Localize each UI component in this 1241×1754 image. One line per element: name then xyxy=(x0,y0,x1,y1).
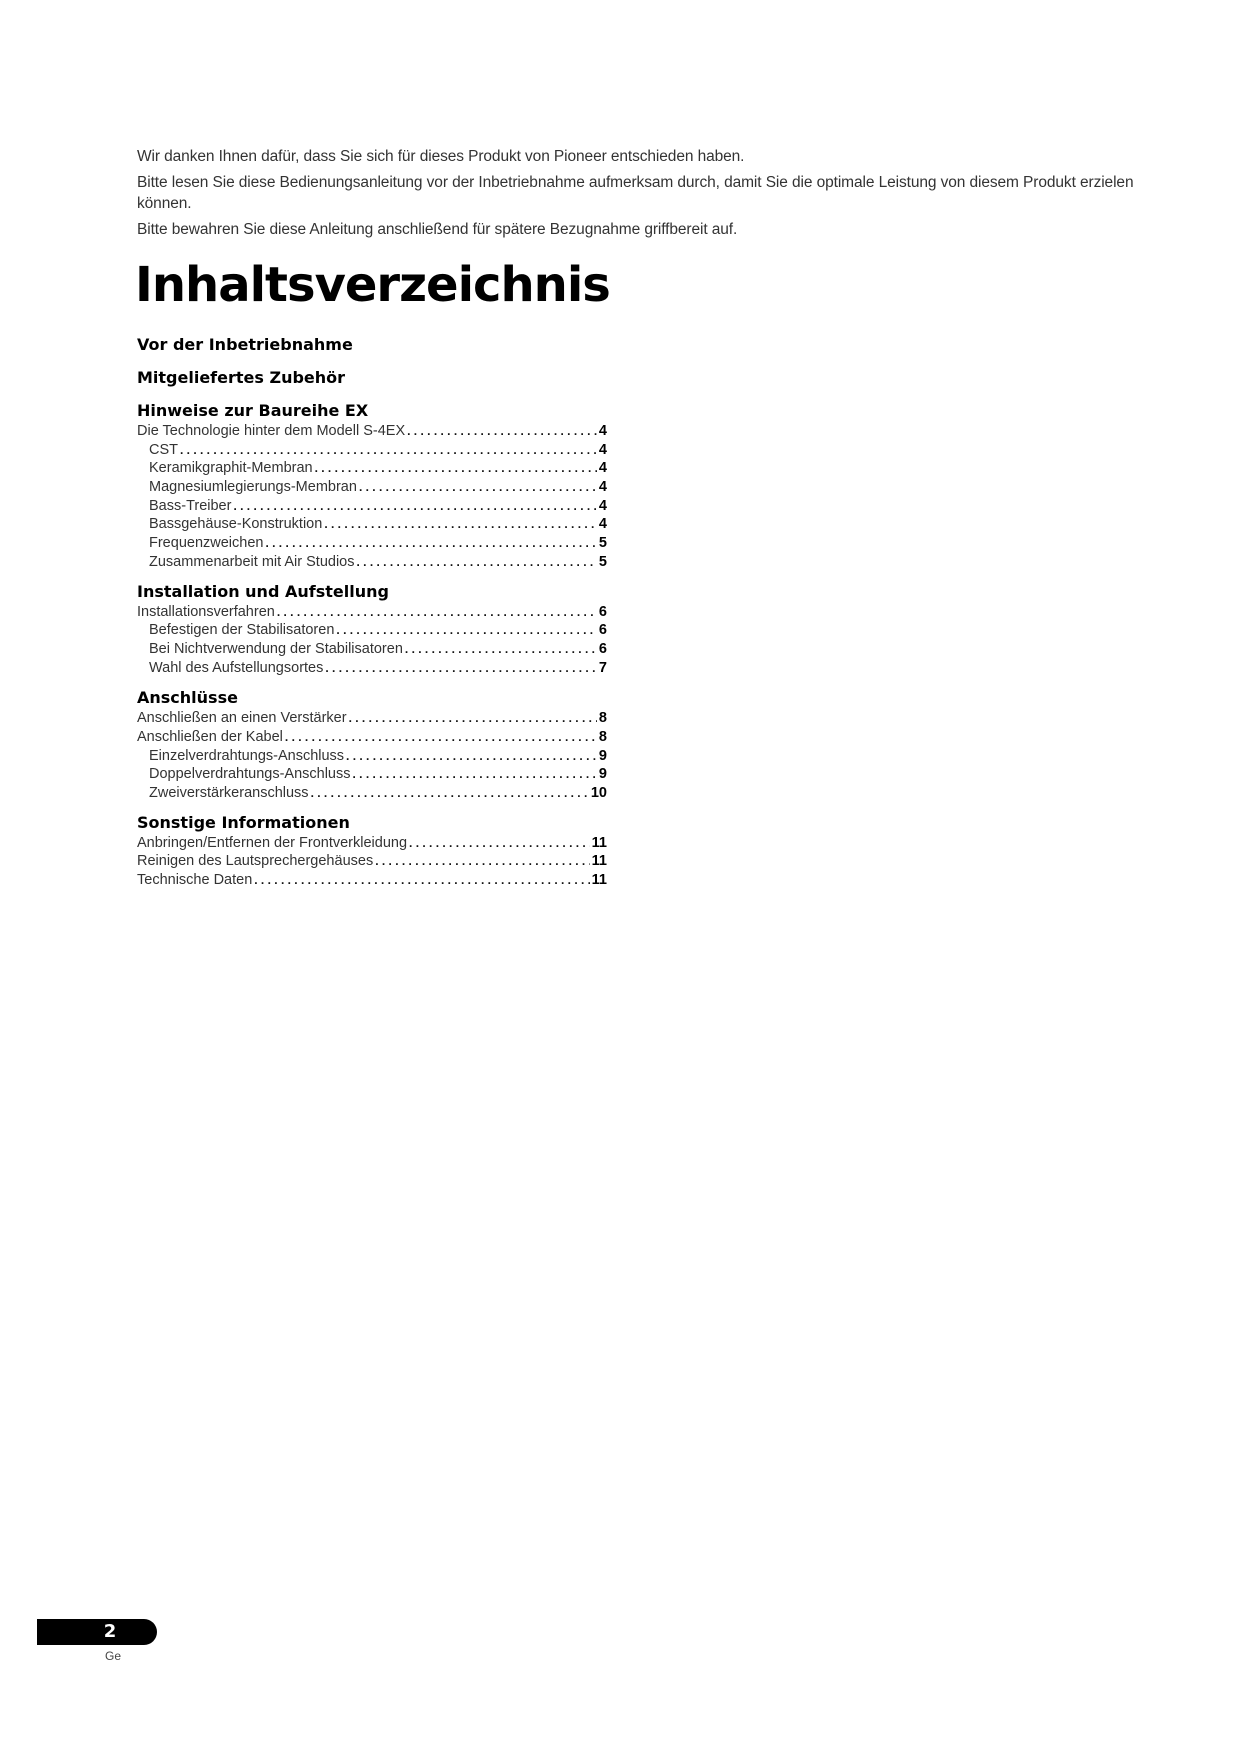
toc-dot-leader xyxy=(357,553,597,572)
toc-entry[interactable] xyxy=(137,534,607,553)
toc-dot-leader xyxy=(325,659,597,678)
toc-entry[interactable] xyxy=(137,765,607,784)
toc-entry[interactable] xyxy=(137,422,607,441)
toc-entry-label: Zusammenarbeit mit Air Studios xyxy=(149,553,355,570)
toc-entry-page: 4 xyxy=(598,479,607,496)
toc-dot-leader xyxy=(346,747,597,766)
toc-entry-label: Bassgehäuse-Konstruktion xyxy=(149,516,323,533)
toc-entry[interactable] xyxy=(137,603,607,622)
toc-dot-leader xyxy=(324,515,597,534)
toc-entry[interactable] xyxy=(137,515,607,534)
toc-entry-label: Wahl des Aufstellungsortes xyxy=(149,659,324,676)
toc-entry-page: 6 xyxy=(598,640,607,657)
toc-dot-leader xyxy=(349,709,597,728)
toc-section-heading[interactable]: Mitgeliefertes Zubehör xyxy=(137,368,346,387)
toc-entry-page: 6 xyxy=(598,622,607,639)
toc-dot-leader xyxy=(336,621,597,640)
toc-section-heading[interactable]: Hinweise zur Baureihe EX xyxy=(137,401,369,420)
page-number: 2 xyxy=(103,1621,117,1642)
toc-entry-label: Zweiverstärkeranschluss xyxy=(149,785,309,801)
toc-dot-leader xyxy=(265,534,596,553)
toc-dot-leader xyxy=(254,871,589,890)
toc-entry-label: Frequenzweichen xyxy=(149,535,264,552)
toc-entry-label: Anbringen/Entfernen der Frontverkleidung xyxy=(137,834,408,851)
toc-section-heading[interactable]: Anschlüsse xyxy=(137,688,238,708)
toc-entry-page: 7 xyxy=(598,659,607,676)
toc-entry-label: Reinigen des Lautsprechergehäuses xyxy=(137,853,374,870)
toc-entry[interactable] xyxy=(137,871,607,890)
toc-entry-label: Bass-Treiber xyxy=(149,497,232,514)
toc-entry-label: Die Technologie hinter dem Modell S-4EX xyxy=(137,423,406,439)
toc-entry-label: Befestigen der Stabilisatoren xyxy=(149,622,335,639)
toc-entry-page: 11 xyxy=(591,834,607,851)
toc-entry-label: Anschließen an einen Verstärker xyxy=(137,710,347,727)
toc-section xyxy=(137,812,607,890)
toc-entry-page: 4 xyxy=(598,441,607,458)
toc-dot-leader xyxy=(277,603,597,622)
toc-section xyxy=(137,581,607,678)
toc-entry-label: Technische Daten xyxy=(137,872,253,889)
toc-dot-leader xyxy=(409,834,590,853)
intro-line-keep: Bitte bewahren Sie diese Anleitung anschließend für spätere Bezugnahme griffbereit auf. xyxy=(137,221,738,238)
toc-entry[interactable] xyxy=(137,834,607,853)
toc-entry[interactable] xyxy=(137,659,607,678)
toc-entry[interactable] xyxy=(137,621,607,640)
toc-entry-page: 8 xyxy=(598,728,607,745)
toc-section xyxy=(137,367,607,389)
toc-dot-leader xyxy=(315,459,597,478)
toc-entry-label: CST xyxy=(149,441,178,458)
intro-line-thanks: Wir danken Ihnen dafür, dass Sie sich für dieses Produkt von Pioneer entschieden haben. xyxy=(137,148,745,165)
toc-dot-leader xyxy=(407,422,597,441)
table-of-contents xyxy=(137,334,607,890)
toc-entry-page: 11 xyxy=(591,853,607,870)
toc-entry-page: 5 xyxy=(598,553,607,570)
toc-entry-label: Bei Nichtverwendung der Stabilisatoren xyxy=(149,640,403,657)
toc-entry[interactable] xyxy=(137,640,607,659)
intro-line-read: Bitte lesen Sie diese Bedienungsanleitung vor der Inbetriebnahme aufmerksam durch, damit Sie die optimale Leistung von diesem Produkt erzielen können. xyxy=(137,174,1134,212)
toc-section xyxy=(137,687,607,802)
toc-section-heading[interactable]: Installation und Aufstellung xyxy=(137,581,389,601)
toc-dot-leader xyxy=(405,640,597,659)
toc-entry-label: Magnesiumlegierungs-Membran xyxy=(149,479,357,496)
toc-entry-page: 4 xyxy=(598,497,607,514)
toc-entry-page: 6 xyxy=(598,603,607,620)
toc-entry-page: 10 xyxy=(590,785,607,801)
toc-entry[interactable] xyxy=(137,553,607,572)
toc-section-heading[interactable]: Vor der Inbetriebnahme xyxy=(137,335,353,354)
toc-dot-leader xyxy=(233,497,596,516)
toc-entry-page: 11 xyxy=(591,872,607,889)
toc-dot-leader xyxy=(180,441,597,460)
toc-entry-label: Keramikgraphit-Membran xyxy=(149,460,313,477)
toc-dot-leader xyxy=(359,478,597,497)
toc-section-heading[interactable]: Sonstige Informationen xyxy=(137,812,350,832)
toc-entry-label: Doppelverdrahtungs-Anschluss xyxy=(149,766,351,783)
intro-text xyxy=(137,146,1137,245)
toc-entry-page: 8 xyxy=(598,710,607,727)
language-code: Ge xyxy=(104,1649,121,1663)
toc-dot-leader xyxy=(311,784,589,803)
toc-entry[interactable] xyxy=(137,709,607,728)
toc-entry-page: 4 xyxy=(598,516,607,533)
toc-entry-label: Einzelverdrahtungs-Anschluss xyxy=(149,747,345,764)
toc-entry[interactable] xyxy=(137,747,607,766)
toc-entry[interactable] xyxy=(137,441,607,460)
toc-entry[interactable] xyxy=(137,784,607,803)
toc-dot-leader xyxy=(375,852,589,871)
toc-entry-page: 4 xyxy=(598,460,607,477)
toc-entry-page: 4 xyxy=(598,423,607,439)
toc-section xyxy=(137,400,607,572)
toc-entry[interactable] xyxy=(137,497,607,516)
toc-entry-page: 9 xyxy=(598,747,607,764)
toc-entry-label: Anschließen der Kabel xyxy=(137,728,283,745)
toc-entry-page: 9 xyxy=(598,766,607,783)
toc-entry[interactable] xyxy=(137,478,607,497)
toc-entry-page: 5 xyxy=(598,535,607,552)
toc-dot-leader xyxy=(285,728,597,747)
toc-entry[interactable] xyxy=(137,852,607,871)
page-title: Inhaltsverzeichnis xyxy=(135,257,610,313)
toc-section xyxy=(137,334,607,356)
toc-entry-label: Installationsverfahren xyxy=(137,603,275,620)
toc-dot-leader xyxy=(353,765,597,784)
toc-entry[interactable] xyxy=(137,728,607,747)
toc-entry[interactable] xyxy=(137,459,607,478)
